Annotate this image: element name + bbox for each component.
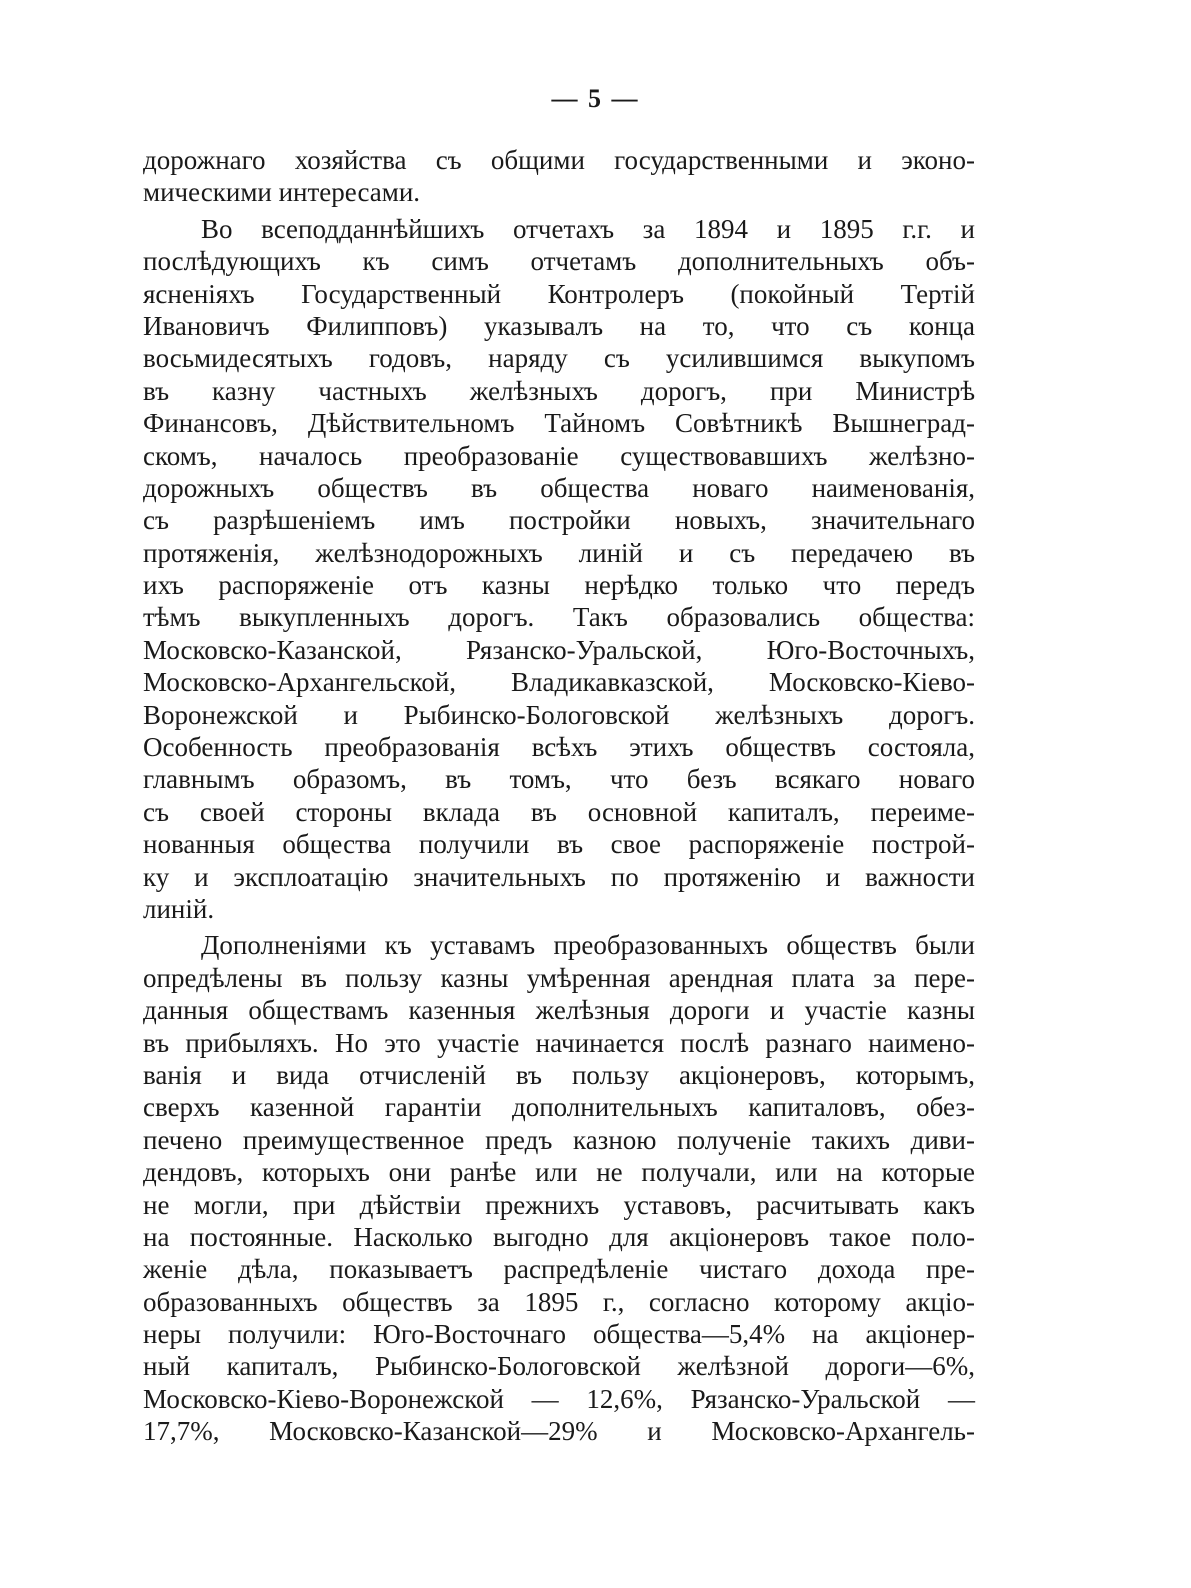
text-line: Московско-Кіево-Воронежской — 12,6%, Рязанско-Уральской —	[143, 1383, 975, 1414]
text-line: съ своей стороны вклада въ основной капиталъ, переиме-	[143, 796, 975, 827]
text-line: опредѣлены въ пользу казны умѣренная арендная плата за пере-	[143, 962, 975, 993]
text-line: съ разрѣшеніемъ имъ постройки новыхъ, значительнаго	[143, 505, 975, 536]
text-line: Особенность преобразованія всѣхъ этихъ обществъ состояла,	[143, 732, 975, 763]
text-line: Во всеподданнѣйшихъ отчетахъ за 1894 и 1895 г.г. и	[201, 213, 975, 244]
text-line: печено преимущественное предъ казною полученіе такихъ диви-	[143, 1124, 975, 1155]
text-line: ясненіяхъ Государственный Контролеръ (покойный Тертій	[143, 278, 975, 309]
text-line: дендовъ, которыхъ они ранѣе или не получали, или на которые	[143, 1157, 975, 1188]
text-line: на постоянные. Насколько выгодно для акціонеровъ такое поло-	[143, 1221, 975, 1252]
paragraph	[143, 213, 975, 926]
text-line: Финансовъ, Дѣйствительномъ Тайномъ Совѣтникѣ Вышнеград-	[143, 408, 975, 439]
text-line: ванія и вида отчисленій въ пользу акціонеровъ, которымъ,	[143, 1059, 975, 1090]
text-line: ихъ распоряженіе отъ казны нерѣдко только что передъ	[143, 570, 975, 601]
text-line: въ прибыляхъ. Но это участіе начинается послѣ разнаго наимено-	[143, 1027, 975, 1058]
text-line: Дополненіями къ уставамъ преобразованныхъ обществъ были	[201, 930, 975, 961]
text-line: Московско-Казанской, Рязанско-Уральской, Юго-Восточныхъ,	[143, 634, 975, 665]
text-line: Ивановичъ Филипповъ) указывалъ на то, что съ конца	[143, 310, 975, 341]
text-line: нованныя общества получили въ свое распоряженіе построй-	[143, 829, 975, 860]
text-line: протяженія, желѣзнодорожныхъ линій и съ передачею въ	[143, 537, 975, 568]
text-line: въ казну частныхъ желѣзныхъ дорогъ, при Министрѣ	[143, 375, 975, 406]
text-line: послѣдующихъ къ симъ отчетамъ дополнительныхъ объ-	[143, 246, 975, 277]
text-line: женіе дѣла, показываетъ распредѣленіе чистаго дохода пре-	[143, 1254, 975, 1285]
paragraph	[143, 929, 975, 1447]
text-line: данныя обществамъ казенныя желѣзныя дороги и участіе казны	[143, 995, 975, 1026]
text-line: неры получили: Юго-Восточнаго общества—5,4% на акціонер-	[143, 1319, 975, 1350]
text-line: 17,7%, Московско-Казанской—29% и Московско-Архангель-	[143, 1416, 975, 1447]
body-text	[143, 144, 975, 1448]
text-line: дорожныхъ обществъ въ общества новаго наименованія,	[143, 472, 975, 503]
text-line: сверхъ казенной гарантіи дополнительныхъ капиталовъ, обез-	[143, 1092, 975, 1123]
text-line: образованныхъ обществъ за 1895 г., согласно которому акціо-	[143, 1286, 975, 1317]
page-number: — 5 —	[551, 84, 640, 113]
text-line: скомъ, началось преобразованіе существовавшихъ желѣзно-	[143, 440, 975, 471]
text-line: ный капиталъ, Рыбинско-Бологовской желѣзной дороги—6%,	[143, 1351, 975, 1382]
text-line: дорожнаго хозяйства съ общими государственными и эконо-	[143, 145, 975, 175]
text-line: тѣмъ выкупленныхъ дорогъ. Такъ образовались общества:	[143, 602, 975, 633]
text-line: ку и эксплоатацію значительныхъ по протяженію и важности	[143, 861, 975, 892]
text-line: Московско-Архангельской, Владикавказской, Московско-Кіево-	[143, 667, 975, 698]
paragraph	[143, 144, 975, 209]
text-line: не могли, при дѣйствіи прежнихъ уставовъ, расчитывать какъ	[143, 1189, 975, 1220]
text-line: Воронежской и Рыбинско-Бологовской желѣзныхъ дорогъ.	[143, 699, 975, 730]
text-line: мическими интересами.	[143, 177, 421, 208]
text-line: главнымъ образомъ, въ томъ, что безъ всякаго новаго	[143, 764, 975, 795]
text-line: линій.	[143, 893, 215, 924]
text-line: восьмидесятыхъ годовъ, наряду съ усилившимся выкупомъ	[143, 343, 975, 374]
